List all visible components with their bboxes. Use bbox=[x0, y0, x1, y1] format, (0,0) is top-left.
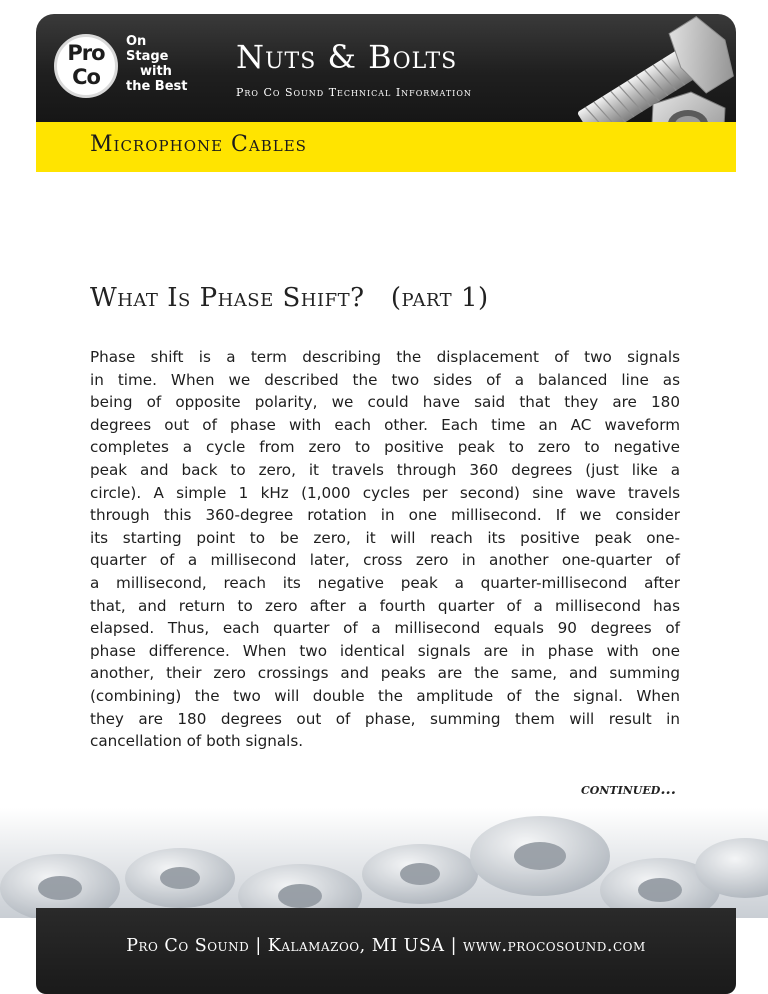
body-line: completes a cycle from zero to positive peak to zero to negative bbox=[90, 438, 680, 457]
body-line: cancellation of both signals. bbox=[90, 732, 304, 751]
body-line: that, and return to zero after a fourth quarter of a millisecond has bbox=[90, 596, 680, 615]
brand-subtitle: Pro Co Sound Technical Information bbox=[236, 86, 472, 99]
tagline-line-2: Stage bbox=[126, 49, 169, 64]
tagline bbox=[126, 34, 188, 94]
tagline-line-4: the Best bbox=[126, 79, 188, 94]
body-line: another, their zero crossings and peaks are the same, and summing bbox=[90, 664, 680, 683]
body-line: degrees out of phase with each other. Each time an AC waveform bbox=[90, 415, 680, 434]
footer-bar bbox=[36, 908, 736, 994]
logo-text bbox=[57, 41, 115, 89]
proco-logo bbox=[54, 34, 118, 98]
brand-title: Nuts & Bolts bbox=[236, 38, 458, 76]
tagline-line-1: On bbox=[126, 34, 147, 49]
continued-label: continued... bbox=[581, 780, 676, 798]
footer-contact: Pro Co Sound | Kalamazoo, MI USA | www.procosound.com bbox=[126, 936, 646, 956]
body-line: elapsed. Thus, each quarter of a millisecond equals 90 degrees of bbox=[90, 619, 680, 638]
body-line: circle). A simple 1 kHz (1,000 cycles per second) sine wave travels bbox=[90, 483, 680, 502]
body-line: they are 180 degrees out of phase, summing them will result in bbox=[90, 709, 680, 728]
body-line: phase difference. When two identical signals are in phase with one bbox=[90, 641, 680, 660]
section-title: Microphone Cables bbox=[90, 132, 307, 157]
body-line: peak and back to zero, it travels through 360 degrees (just like a bbox=[90, 460, 680, 479]
body-line: being of opposite polarity, we could have said that they are 180 bbox=[90, 393, 680, 412]
logo-text-line-1: Pro bbox=[67, 41, 105, 65]
body-line: (combining) the two will double the amplitude of the signal. When bbox=[90, 686, 680, 705]
tagline-line-3: with bbox=[140, 64, 172, 79]
body-line: in time. When we described the two sides of a balanced line as bbox=[90, 370, 680, 389]
body-line: its starting point to be zero, it will reach its positive peak one- bbox=[90, 528, 680, 547]
body-line: Phase shift is a term describing the displacement of two signals bbox=[90, 348, 680, 366]
body-line: quarter of a millisecond later, cross zero in another one-quarter of bbox=[90, 551, 680, 570]
body-line: through this 360-degree rotation in one millisecond. If we consider bbox=[90, 506, 680, 525]
logo-text-line-2: Co bbox=[72, 65, 100, 89]
article-body bbox=[90, 346, 680, 753]
body-line: a millisecond, reach its negative peak a quarter-millisecond after bbox=[90, 573, 680, 592]
nuts-background-image bbox=[0, 808, 768, 918]
article-title: What Is Phase Shift? (part 1) bbox=[90, 283, 489, 313]
